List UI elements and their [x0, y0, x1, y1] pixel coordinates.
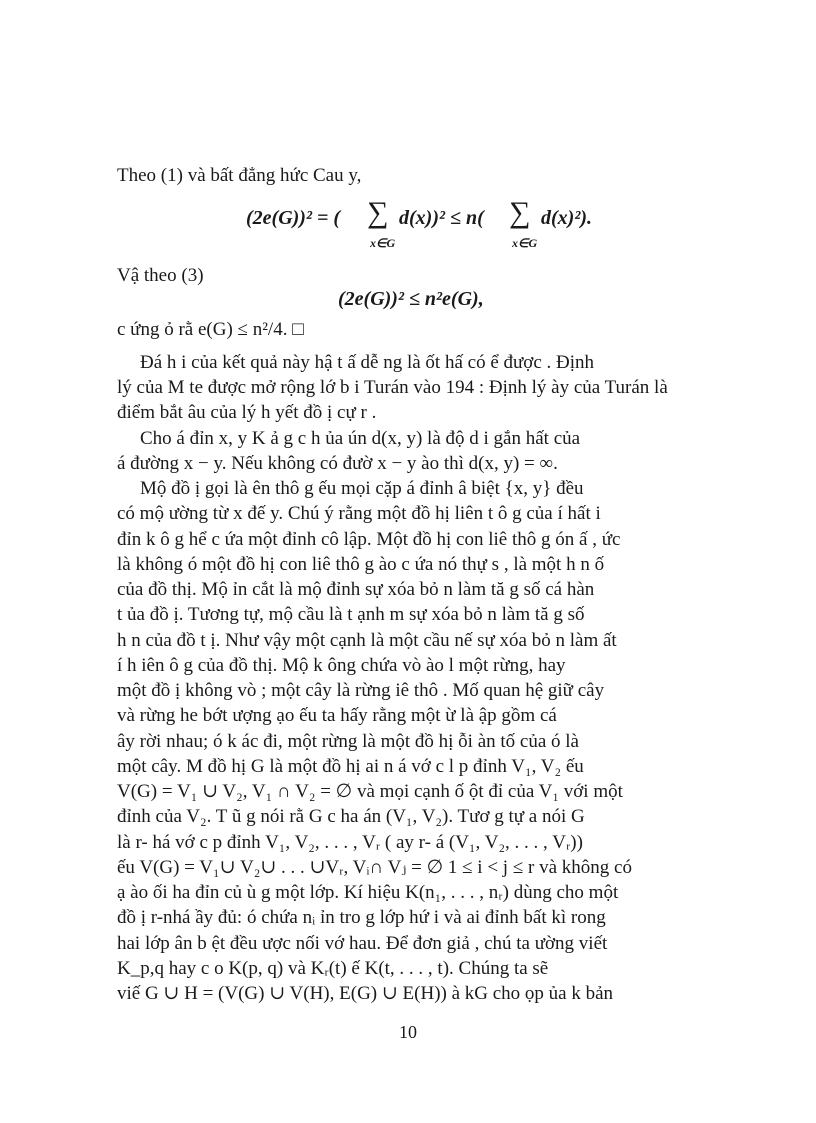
text-line-14: là không ó một đồ hị con liê thô g ào c ứa nó thự s , là một h n ố	[117, 554, 605, 575]
sum-sign-1: ∑	[367, 196, 389, 229]
text-line-18: í h iên ô g của đồ thị. Mộ k ông chứa vò ào l một rừng, hay	[117, 655, 566, 676]
text-line-27: ạ ào ối ha đỉn củ ù g một lớp. Kí hiệu K(n₁, . . . , nᵣ) dùng cho một	[117, 882, 619, 903]
text-line-12: có mộ ường từ x đế y. Chú ý rằng một đồ hị liên t ô g của í hất i	[117, 503, 601, 524]
equation-1-lhs: (2e(G))² = (	[246, 207, 341, 229]
text-line-29: hai lớp ân b ệt đều ược nối vớ hau. Để đơn giả , chú ta ường viết	[117, 933, 608, 954]
sum-sign-2: ∑	[509, 196, 531, 229]
text-line-22: một cây. M đồ hị G là một đồ hị ai n á vớ c l p đỉnh V₁, V₂ ếu	[117, 756, 584, 777]
text-line-17: h n của đồ t ị. Như vậy một cạnh là một cầu nế sự xóa bỏ n làm ất	[117, 630, 617, 651]
text-line-8: điểm bắt âu của lý h yết đồ ị cự r .	[117, 402, 377, 423]
text-line-21: ây rời nhau; ó k ác đi, một rừng là một đồ hị ỗi àn tố của ó là	[117, 731, 579, 752]
sum-index-2: x∈G	[512, 236, 538, 250]
text-line-7: lý của M te được mở rộng lớ b i Turán vào 194 : Định lý ày của Turán là	[117, 377, 668, 398]
text-line-6: Đá h i của kết quả này hậ t ấ dễ ng là ốt hấ có ể được . Định	[140, 352, 595, 373]
text-line-31: viế G ∪ H = (V(G) ∪ V(H), E(G) ∪ E(H)) à kG cho ọp ủa k bản	[117, 983, 614, 1004]
text-line-25: là r- há vớ c p đỉnh V₁, V₂, . . . , Vᵣ ( ay r- á (V₁, V₂, . . . , Vᵣ))	[117, 832, 583, 853]
text-line-1: Theo (1) và bất đẳng hức Cau y,	[117, 165, 362, 186]
text-line-23: V(G) = V₁ ∪ V₂, V₁ ∩ V₂ = ∅ và mọi cạnh ố ột đỉ của V₁ với một	[117, 781, 623, 802]
page-number: 10	[399, 1022, 417, 1042]
text-line-30: K_p,q hay c o K(p, q) và Kᵣ(t) ế K(t, . . . , t). Chúng ta sẽ	[117, 958, 549, 979]
equation-2: (2e(G))² ≤ n²e(G),	[338, 288, 484, 310]
text-line-3: Vậ theo (3)	[117, 265, 204, 286]
equation-1-rhs: d(x)²).	[541, 207, 592, 229]
text-line-24: đỉnh của V₂. T ũ g nói rằ G c ha án (V₁, V₂). Tươ g tự a nói G	[117, 806, 585, 827]
text-line-28: đồ ị r-nhá ầy đủ: ó chứa nᵢ ỉn tro g lớp hứ i và ai đỉnh bất kì rong	[117, 907, 606, 928]
text-line-16: t ủa đồ ị. Tương tự, mộ cầu là t ạnh m sự xóa bỏ n làm tă g số	[117, 604, 585, 625]
equation-1-middle: d(x))² ≤ n(	[399, 207, 484, 229]
text-line-20: và rừng he bớt ượng ạo ếu ta hấy rằng một ừ là ập gồm cá	[117, 705, 557, 726]
text-line-26: ếu V(G) = V₁∪ V₂∪ . . . ∪Vᵣ, Vᵢ∩ Vⱼ = ∅ 1 ≤ i < j ≤ r và không có	[117, 857, 632, 878]
text-line-13: đỉn k ô g hể c ứa một đỉnh cô lập. Một đồ hị con liê thô g ón ấ , ức	[117, 529, 621, 550]
text-line-9: Cho á đỉn x, y K ả g c h ủa ún d(x, y) là độ d i gắn hất của	[140, 428, 581, 449]
sum-index-1: x∈G	[370, 236, 396, 250]
text-line-11: Mộ đồ ị gọi là ên thô g ếu mọi cặp á đỉnh â biệt {x, y} đều	[140, 478, 584, 499]
text-line-19: một đồ ị không vò ; một cây là rừng iê thô . Mố quan hệ giữ cây	[117, 680, 605, 701]
text-line-5: c ứng ỏ rằ e(G) ≤ n²/4. □	[117, 319, 304, 340]
text-line-10: á đường x − y. Nếu không có đườ x − y ào thì d(x, y) = ∞.	[117, 453, 558, 474]
text-line-15: của đồ thị. Mộ ỉn cắt là mộ đỉnh sự xóa bỏ n làm tă g số cá hàn	[117, 579, 595, 600]
